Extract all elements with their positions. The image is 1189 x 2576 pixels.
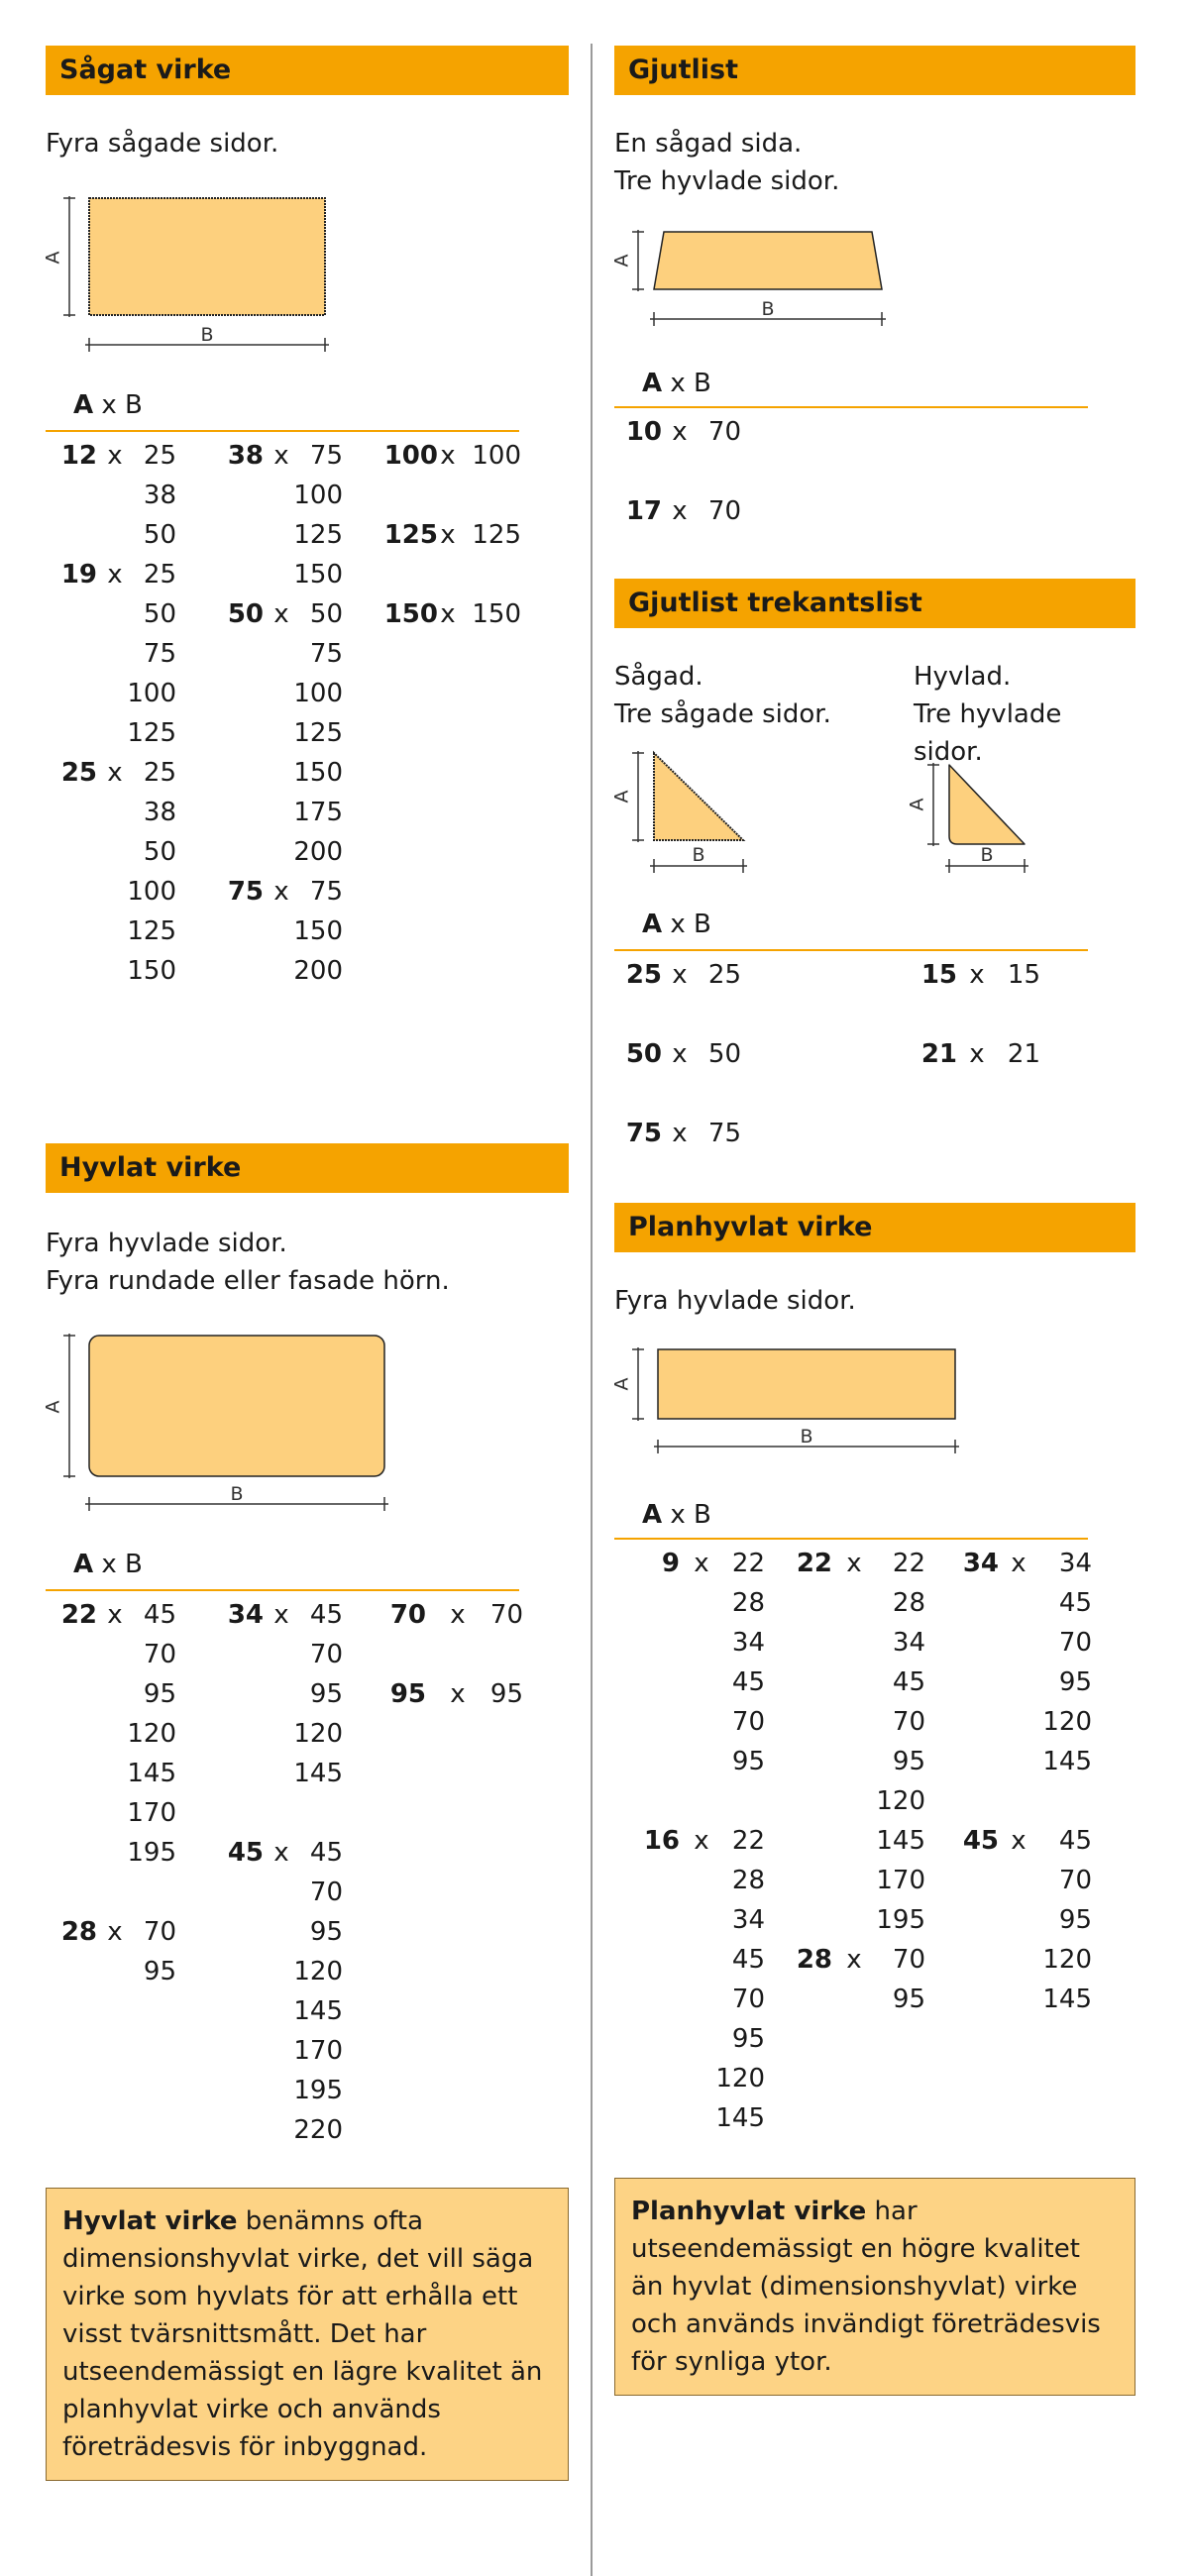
dim-b: 120 [1042,1707,1092,1737]
section-header-sagat: Sågat virke [46,46,569,95]
dim-b: 95 [1058,1667,1092,1697]
gjutlist-desc-line-2: Tre hyvlade sidor. [614,166,840,196]
section-header-planhyvlat: Planhyvlat virke [614,1203,1135,1252]
dim-b: 95 [309,1917,343,1947]
dim-b: 70 [707,417,741,447]
dim-b: 34 [731,1628,765,1658]
dim-b: 50 [143,837,176,867]
dim-x: x [450,1679,466,1709]
dim-x: x [440,441,456,471]
dim-b: 95 [731,2024,765,2054]
plan-table-header [642,1500,711,1530]
dim-x: x [440,599,456,629]
table-rule [614,1538,1088,1540]
dim-label-b: B [761,298,775,320]
dim-b: 145 [293,1759,343,1788]
dim-b: 70 [489,1600,523,1630]
dim-b: 22 [892,1549,925,1578]
dim-b: 70 [309,1640,343,1669]
dim-b: 28 [731,1866,765,1895]
dim-b: 95 [143,1957,176,1986]
dim-b: 125 [293,520,343,550]
dim-a: 95 [389,1679,426,1709]
dim-b: 95 [892,1985,925,2014]
dim-b: 150 [293,916,343,946]
gjutlist-desc-line-1: En sågad sida. [614,129,803,159]
dim-b: 50 [143,520,176,550]
dim-b: 145 [715,2103,765,2133]
gjutlist-description [614,125,839,200]
header-x: x [101,390,117,420]
hyvlat-description [46,1225,450,1300]
sagat-table-header [73,390,143,420]
dim-b: 95 [731,1747,765,1776]
dim-b: 100 [293,481,343,510]
dim-b: 120 [876,1786,925,1816]
dim-b: 75 [309,639,343,669]
dim-x: x [672,960,688,990]
plan-description: Fyra hyvlade sidor. [614,1286,856,1316]
dim-b: 15 [1007,960,1040,990]
dim-b: 45 [1058,1588,1092,1618]
header-x: x [101,1550,117,1579]
dim-label-a: A [42,1400,64,1414]
dim-a: 70 [389,1600,426,1630]
table-rule [46,430,519,432]
dim-x: x [107,560,123,590]
dim-b: 100 [293,679,343,708]
dim-b: 95 [489,1679,523,1709]
section-header-hyvlat: Hyvlat virke [46,1143,569,1193]
trekant-planed-description [914,658,1135,771]
dim-b: 22 [731,1549,765,1578]
dim-b: 125 [127,916,176,946]
trekant-planed-diagram [906,757,1052,876]
dim-a: 150 [383,599,438,629]
hyvlat-info-box [46,2188,569,2481]
dim-b: 150 [127,956,176,986]
dim-a: 10 [625,417,662,447]
dim-b: 125 [472,520,521,550]
dim-b: 170 [876,1866,925,1895]
dim-b: 120 [715,2064,765,2093]
header-a: A [73,1550,94,1579]
trekant-planed-desc: Tre hyvlade sidor. [914,699,1062,767]
dim-b: 70 [731,1985,765,2014]
gjutlist-profile-diagram [610,224,912,333]
hyvlat-profile-diagram [42,1326,402,1514]
gjutlist-table-header [642,369,711,398]
dim-x: x [846,1549,862,1578]
dim-x: x [273,1600,289,1630]
dim-x: x [273,441,289,471]
dim-b: 25 [143,441,176,471]
table-rule [614,949,1088,951]
dim-b: 25 [143,758,176,788]
dim-b: 95 [892,1747,925,1776]
dim-b: 34 [731,1905,765,1935]
dim-b: 75 [143,639,176,669]
note-bold: Planhyvlat virke [631,2197,867,2226]
dim-x: x [107,1600,123,1630]
dim-a: 22 [60,1600,97,1630]
dim-a: 75 [625,1119,662,1148]
dim-b: 70 [731,1707,765,1737]
dim-x: x [273,877,289,907]
dim-b: 38 [143,481,176,510]
dim-a: 25 [60,758,97,788]
dim-a: 9 [661,1549,680,1578]
dim-b: 170 [127,1798,176,1828]
dim-b: 200 [293,837,343,867]
dim-label-b: B [200,324,214,346]
dim-a: 45 [962,1826,999,1856]
header-a: A [642,1500,663,1530]
dim-label-a: A [610,1377,633,1391]
hyvlat-desc-line-2: Fyra rundade eller fasade hörn. [46,1266,450,1296]
hyvlat-table-header [73,1550,143,1579]
dim-b: 195 [876,1905,925,1935]
dim-b: 100 [127,877,176,907]
dim-b: 175 [293,798,343,827]
dim-b: 120 [293,1719,343,1749]
dim-b: 120 [293,1957,343,1986]
table-rule [46,1589,519,1591]
trekant-sawn-desc: Tre sågade sidor. [614,699,831,729]
dim-a: 15 [920,960,957,990]
section-header-trekantslist: Gjutlist trekantslist [614,579,1135,628]
dim-b: 34 [1058,1549,1092,1578]
dim-x: x [846,1945,862,1975]
dim-b: 95 [1058,1905,1092,1935]
dim-b: 28 [892,1588,925,1618]
dim-x: x [672,417,688,447]
dim-a: 22 [796,1549,832,1578]
header-a: A [73,390,94,420]
note-text: har utseendemässigt en högre kvalitet än hyvlat (dimensionshyvlat) virke och används invändigt företrädesvis för synliga ytor. [631,2197,1101,2377]
dim-b: 45 [731,1667,765,1697]
dim-a: 45 [227,1838,264,1868]
dim-a: 75 [227,877,264,907]
dim-b: 28 [731,1588,765,1618]
dim-a: 16 [643,1826,680,1856]
dim-b: 25 [143,560,176,590]
dim-a: 125 [383,520,438,550]
plan-info-box [614,2178,1135,2396]
dim-x: x [450,1600,466,1630]
header-x: x [670,369,686,398]
dim-b: 70 [309,1878,343,1907]
hyvlat-desc-line-1: Fyra hyvlade sidor. [46,1229,287,1258]
dim-b: 70 [1058,1866,1092,1895]
note-bold: Hyvlat virke [62,2206,238,2236]
dim-b: 25 [707,960,741,990]
dim-b: 145 [876,1826,925,1856]
dim-b: 75 [309,877,343,907]
dim-label-b: B [800,1426,813,1448]
dim-a: 12 [60,441,97,471]
dim-b: 38 [143,798,176,827]
dim-x: x [107,1917,123,1947]
header-x: x [670,910,686,939]
dim-b: 95 [309,1679,343,1709]
header-b: B [694,369,711,398]
dim-b: 70 [143,1917,176,1947]
header-b: B [694,1500,711,1530]
dim-a: 19 [60,560,97,590]
dim-b: 75 [309,441,343,471]
dim-b: 125 [293,718,343,748]
dim-a: 34 [227,1600,264,1630]
dim-b: 50 [143,599,176,629]
dim-x: x [672,1039,688,1069]
dim-b: 95 [143,1679,176,1709]
dim-label-a: A [610,790,633,804]
dim-x: x [1011,1549,1027,1578]
dim-b: 21 [1007,1039,1040,1069]
dim-b: 50 [707,1039,741,1069]
dim-a: 25 [625,960,662,990]
header-b: B [125,1550,143,1579]
dim-b: 45 [143,1600,176,1630]
trekant-sawn-description [614,658,831,733]
dim-b: 100 [127,679,176,708]
dim-b: 100 [472,441,521,471]
dim-a: 50 [625,1039,662,1069]
dim-b: 70 [892,1707,925,1737]
dim-x: x [107,441,123,471]
dim-label-a: A [42,251,64,265]
dim-x: x [672,496,688,526]
dim-b: 50 [309,599,343,629]
dim-b: 195 [127,1838,176,1868]
dim-b: 150 [293,758,343,788]
dim-x: x [273,1838,289,1868]
dim-b: 195 [293,2076,343,2105]
dim-label-a: A [610,254,633,268]
dim-a: 34 [962,1549,999,1578]
dim-b: 145 [127,1759,176,1788]
dim-b: 75 [707,1119,741,1148]
table-rule [614,406,1088,408]
dim-b: 45 [731,1945,765,1975]
dim-a: 28 [60,1917,97,1947]
dim-b: 150 [293,560,343,590]
dim-label-a: A [906,798,928,811]
dim-a: 50 [227,599,264,629]
dim-b: 34 [892,1628,925,1658]
dim-b: 70 [1058,1628,1092,1658]
dim-a: 17 [625,496,662,526]
dim-label-b: B [692,844,705,866]
dim-b: 145 [293,1996,343,2026]
dim-b: 200 [293,956,343,986]
dim-label-b: B [230,1483,244,1505]
dim-b: 220 [293,2115,343,2145]
dim-b: 120 [127,1719,176,1749]
trekant-sawn-title: Sågad. [614,662,703,692]
section-header-gjutlist: Gjutlist [614,46,1135,95]
dim-label-b: B [980,844,994,866]
dim-x: x [672,1119,688,1148]
dim-b: 70 [143,1640,176,1669]
dim-a: 21 [920,1039,957,1069]
header-a: A [642,369,663,398]
dim-b: 22 [731,1826,765,1856]
dim-b: 150 [472,599,521,629]
note-text: benämns ofta dimensionshyvlat virke, det vill säga virke som hyvlats för att erhålla ett visst tvärsnittsmått. Det har utseendemässigt en lägre kvalitet än planhyvlat virke och används företrädesvis för inbyggnad. [62,2206,543,2462]
dim-b: 45 [1058,1826,1092,1856]
dim-x: x [694,1549,709,1578]
header-a: A [642,910,663,939]
trekant-table-header [642,910,711,939]
sagat-description: Fyra sågade sidor. [46,129,279,159]
header-b: B [125,390,143,420]
dim-b: 125 [127,718,176,748]
header-b: B [694,910,711,939]
trekant-sawn-diagram [610,745,763,874]
dim-x: x [1011,1826,1027,1856]
dim-b: 45 [309,1838,343,1868]
sagat-profile-diagram [42,188,363,357]
dim-b: 45 [309,1600,343,1630]
header-x: x [670,1500,686,1530]
dim-b: 45 [892,1667,925,1697]
dim-x: x [969,960,985,990]
dim-x: x [107,758,123,788]
dim-b: 170 [293,2036,343,2066]
dim-x: x [440,520,456,550]
dim-a: 100 [383,441,438,471]
plan-profile-diagram [610,1343,971,1462]
dim-a: 28 [796,1945,832,1975]
dim-b: 145 [1042,1985,1092,2014]
column-divider [591,44,593,2576]
dim-a: 38 [227,441,264,471]
dim-x: x [969,1039,985,1069]
trekant-planed-title: Hyvlad. [914,662,1012,692]
dim-b: 70 [892,1945,925,1975]
dim-b: 70 [707,496,741,526]
dim-b: 120 [1042,1945,1092,1975]
dim-x: x [694,1826,709,1856]
dim-b: 145 [1042,1747,1092,1776]
dim-x: x [273,599,289,629]
